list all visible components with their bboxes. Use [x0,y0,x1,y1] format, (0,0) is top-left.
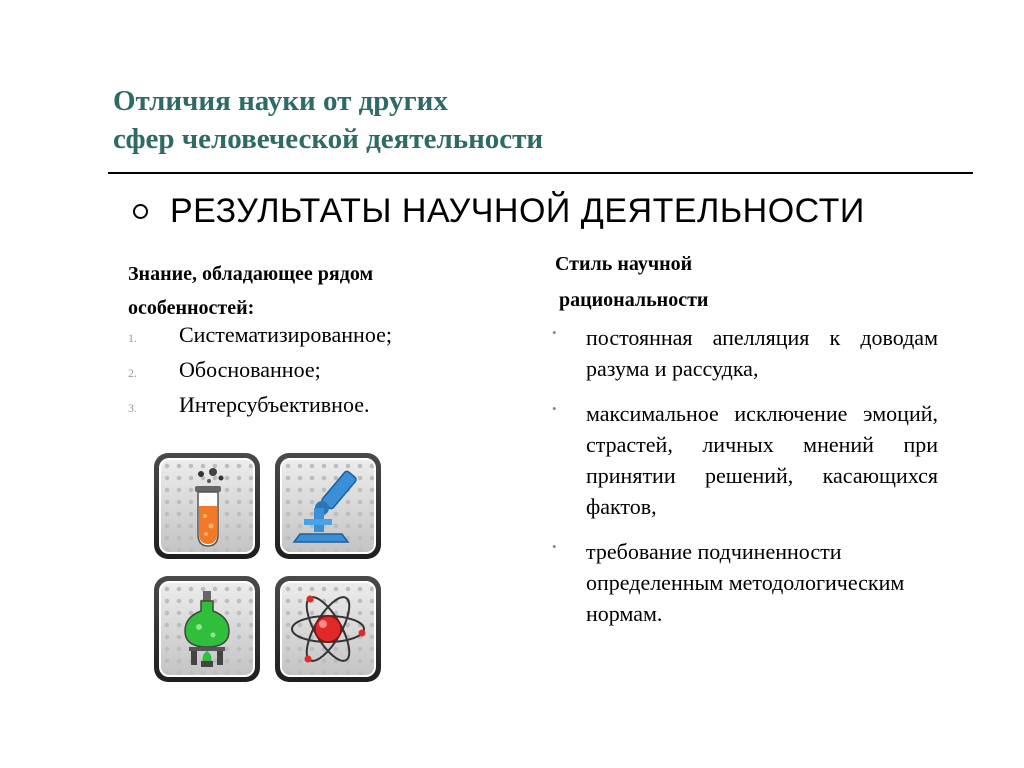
knowledge-intro-line-1: Знание, обладающее рядом [128,263,374,285]
bullet-item [552,536,938,629]
list-number: 2. [128,366,137,380]
section-heading-row [133,186,865,236]
bullet-text: постоянная апелляция к доводам разума и рассудка, [586,325,938,381]
microscope-icon [275,453,381,559]
list-number: 1. [128,331,137,345]
title-line-2: сфер человеческой деятельности [113,123,544,155]
knowledge-list [128,322,392,427]
test-tube-icon [154,453,260,559]
bullet-item [552,398,938,522]
section-heading: РЕЗУЛЬТАТЫ НАУЧНОЙ ДЕЯТЕЛЬНОСТИ [170,191,865,230]
rationality-heading [555,250,708,314]
knowledge-intro-line-2: особенностей: [128,297,255,319]
bullet-dot-icon: • [552,539,557,554]
bullet-dot-icon: • [552,325,557,340]
bullet-text: требование подчиненности определенным методологическим нормам. [586,539,905,626]
list-text: Обоснованное; [179,357,321,382]
knowledge-intro [128,257,373,325]
title-divider [108,172,973,174]
rationality-heading-line-1: Стиль научной [555,253,693,275]
list-item [128,322,392,357]
list-number: 3. [128,401,137,415]
bullet-dot-icon: • [552,401,557,416]
rationality-heading-line-2: рациональности [559,289,709,311]
atom-icon [275,576,381,682]
list-text: Интерсубъективное. [179,392,370,417]
title-line-1: Отличия науки от других [113,85,448,117]
circle-bullet-icon [133,204,148,219]
flask-icon [154,576,260,682]
bullet-item [552,322,938,384]
rationality-list [552,322,938,643]
slide-title [113,82,543,158]
list-item [128,357,392,392]
bullet-text: максимальное исключение эмоций, страстей, личных мнений при принятии решений, касающихся фактов, [586,401,938,519]
list-item [128,392,392,427]
list-text: Систематизированное; [179,322,392,347]
